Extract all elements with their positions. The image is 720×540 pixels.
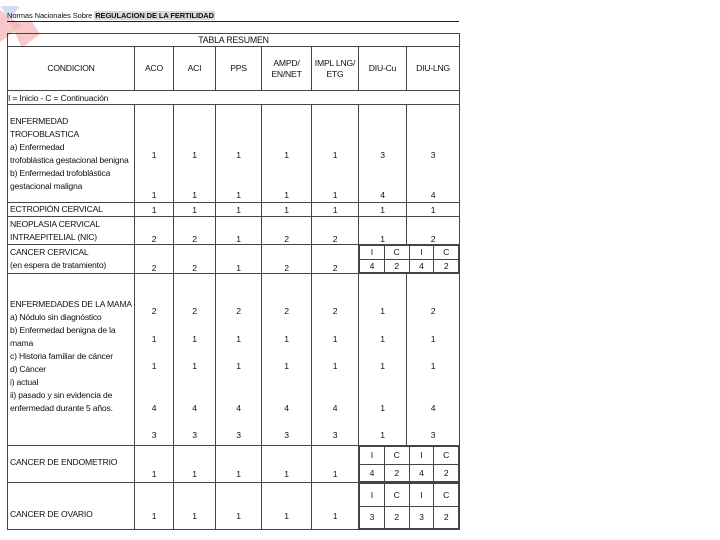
cell-value: 1: [236, 189, 241, 200]
cell-value: 4: [409, 259, 434, 273]
cell-value: 1: [312, 203, 359, 217]
cell-value: 4: [380, 189, 385, 200]
cell-value: 1: [284, 189, 289, 200]
ic-label: I: [409, 246, 434, 260]
cell-value: 2: [174, 245, 216, 274]
header-prefix: Normas Nacionales Sobre: [7, 11, 95, 20]
ic-subtable: [359, 446, 459, 482]
cell-value: 1: [359, 217, 407, 245]
condition-label: CANCER DE OVARIO: [8, 483, 135, 530]
cell-value: 1: [359, 203, 407, 217]
cell-value: 3: [332, 430, 338, 440]
cell-value: 2: [434, 259, 459, 273]
cell-value: 1: [216, 245, 262, 274]
cell-value: 2: [262, 245, 312, 274]
cell-value: 1: [430, 361, 436, 371]
ic-subtable: [359, 245, 459, 273]
cell-value: 1: [151, 361, 157, 371]
table-row: [8, 217, 460, 245]
legend: I = Inicio - C = Continuación: [8, 91, 460, 105]
cell-value: 4: [284, 403, 289, 413]
ic-label: C: [384, 246, 409, 260]
cell-value: 1: [380, 430, 385, 440]
cell-value: 2: [135, 217, 174, 245]
cell-value: 4: [360, 259, 385, 273]
cell-value: 1: [236, 149, 241, 160]
cell-value: 2: [384, 506, 409, 529]
cell-value: 1: [262, 483, 312, 530]
col-header: IMPL LNG/ ETG: [312, 47, 359, 91]
condition-label: NEOPLASIA CERVICAL INTRAEPITELIAL (NIC): [8, 217, 135, 245]
cell-value: 1: [236, 361, 241, 371]
table-row: [8, 105, 460, 203]
cell-value: 3: [151, 430, 157, 440]
cell-value: 4: [409, 464, 434, 482]
cell-value: 2: [236, 306, 241, 316]
condition-label: ENFERMEDAD TROFOBLASTICA a) Enfermedad trofoblástica gestacional benigna b) Enfermedad trofoblástica gestacional maligna: [8, 105, 135, 203]
cell-value: 1: [332, 361, 338, 371]
cell-value: 4: [360, 464, 385, 482]
cell-value: 2: [407, 217, 460, 245]
cell-value: 1: [192, 361, 197, 371]
ic-label: I: [409, 484, 434, 507]
cell-value: 4: [236, 403, 241, 413]
cell-value: 2: [174, 217, 216, 245]
col-header: DIU-Cu: [359, 47, 407, 91]
cell-value: 1: [332, 189, 338, 200]
cell-value: 2: [312, 245, 359, 274]
ic-label: C: [434, 447, 459, 465]
cell-value: 1: [151, 189, 157, 200]
table-row: [8, 446, 460, 483]
cell-value: 3: [284, 430, 289, 440]
condition-label: ECTROPIÓN CERVICAL: [8, 203, 135, 217]
cell-value: 1: [216, 203, 262, 217]
cell-value: 1: [216, 483, 262, 530]
cell-value: 3: [409, 506, 434, 529]
cell-value: 1: [192, 149, 197, 160]
cell-value: 1: [332, 334, 338, 344]
summary-table: [7, 33, 460, 530]
ic-label: C: [434, 246, 459, 260]
cell-value: 1: [135, 483, 174, 530]
ic-subtable: [359, 483, 459, 529]
cell-value: 3: [192, 430, 197, 440]
cell-value: 1: [284, 361, 289, 371]
cell-value: 2: [262, 217, 312, 245]
cell-value: 4: [332, 403, 338, 413]
cell-value: 1: [312, 483, 359, 530]
cell-value: 2: [192, 306, 197, 316]
cell-value: 1: [407, 203, 460, 217]
col-header: ACO: [135, 47, 174, 91]
cell-value: 1: [192, 189, 197, 200]
cell-value: 2: [151, 306, 157, 316]
cell-value: 1: [174, 446, 216, 483]
cell-value: 3: [430, 149, 436, 160]
col-header: ACI: [174, 47, 216, 91]
cell-value: 1: [174, 483, 216, 530]
ic-label: I: [360, 447, 385, 465]
col-header: PPS: [216, 47, 262, 91]
column-header-row: [8, 47, 460, 91]
cell-value: 4: [192, 403, 197, 413]
cell-value: 1: [236, 334, 241, 344]
table-row: [8, 203, 460, 217]
table-row: [8, 245, 460, 274]
col-header: DIU-LNG: [407, 47, 460, 91]
condition-label: CANCER DE ENDOMETRIO: [8, 446, 135, 483]
cell-value: 3: [236, 430, 241, 440]
cell-value: 1: [135, 446, 174, 483]
cell-value: 4: [430, 189, 436, 200]
cell-value: 4: [430, 403, 436, 413]
ic-label: I: [360, 246, 385, 260]
cell-value: 1: [430, 334, 436, 344]
cell-value: 1: [312, 446, 359, 483]
cell-value: 1: [135, 203, 174, 217]
ic-label: C: [434, 484, 459, 507]
condition-label: ENFERMEDADES DE LA MAMA a) Nódulo sin diagnóstico b) Enfermedad benigna de la mama c) Historia familiar de cáncer d) Cáncer i) actual ii) pasado y sin evidencia de enfermedad durante 5 años.: [8, 274, 135, 446]
cell-value: 2: [135, 245, 174, 274]
col-header: AMPD/ EN/NET: [262, 47, 312, 91]
condition-label: CANCER CERVICAL (en espera de tratamiento): [8, 245, 135, 274]
cell-value: 1: [284, 334, 289, 344]
cell-value: 3: [360, 506, 385, 529]
cell-value: 1: [284, 149, 289, 160]
cell-value: 4: [151, 403, 157, 413]
table-row: [8, 274, 460, 446]
ic-label: C: [384, 484, 409, 507]
ic-label: C: [384, 447, 409, 465]
header-bold-title: REGULACION DE LA FERTILIDAD: [95, 11, 214, 20]
table-row: [8, 483, 460, 530]
cell-value: 2: [430, 306, 436, 316]
cell-value: 1: [380, 361, 385, 371]
cell-value: 1: [192, 334, 197, 344]
cell-value: 2: [434, 506, 459, 529]
cell-value: 1: [262, 203, 312, 217]
cell-value: 1: [151, 149, 157, 160]
cell-value: 1: [216, 217, 262, 245]
cell-value: 1: [151, 334, 157, 344]
cell-value: 1: [332, 149, 338, 160]
ic-label: I: [360, 484, 385, 507]
cell-value: 2: [332, 306, 338, 316]
col-header: CONDICION: [8, 47, 135, 91]
table-title: TABLA RESUMEN: [8, 34, 460, 47]
cell-value: 3: [430, 430, 436, 440]
cell-value: 1: [216, 446, 262, 483]
cell-value: 1: [174, 203, 216, 217]
cell-value: 2: [284, 306, 289, 316]
cell-value: 1: [380, 334, 385, 344]
cell-value: 2: [312, 217, 359, 245]
cell-value: 3: [380, 149, 385, 160]
document-header: [7, 10, 459, 22]
cell-value: 1: [380, 306, 385, 316]
cell-value: 2: [384, 464, 409, 482]
cell-value: 2: [434, 464, 459, 482]
cell-value: 1: [262, 446, 312, 483]
cell-value: 2: [384, 259, 409, 273]
cell-value: 1: [380, 403, 385, 413]
ic-label: I: [409, 447, 434, 465]
